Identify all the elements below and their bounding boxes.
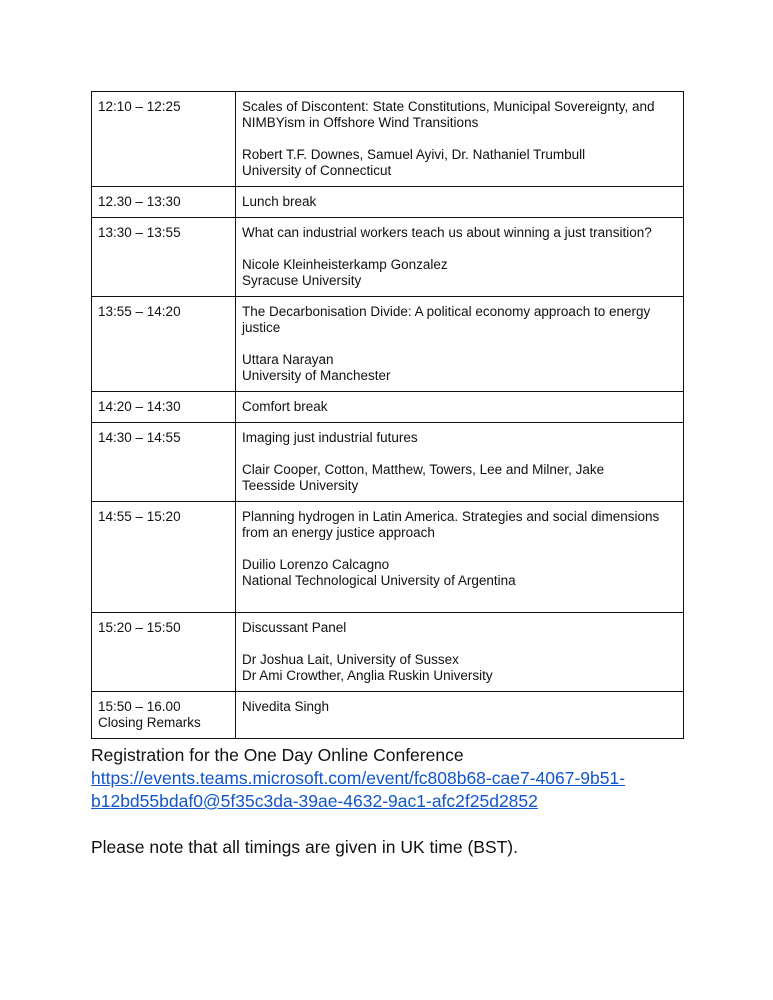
registration-heading: Registration for the One Day Online Conference [91,745,464,765]
session-affiliation: Teesside University [242,478,359,493]
schedule-time-cell [92,92,236,187]
session-title: Imaging just industrial futures [242,430,418,445]
session-time: 14:20 – 14:30 [98,399,181,414]
session-affiliation: Syracuse University [242,273,362,288]
schedule-row [92,502,684,613]
session-time: 15:20 – 15:50 [98,620,181,635]
cell-spacer [242,589,677,605]
schedule-content-cell [236,392,684,423]
session-time: 12.30 – 13:30 [98,194,181,209]
schedule-time-cell [92,218,236,297]
registration-section [91,744,731,859]
schedule-content-cell [236,297,684,392]
schedule-row [92,297,684,392]
cell-spacer [242,541,677,557]
registration-link-line-2: b12bd55bdaf0@5f35c3da-39ae-4632-9ac1-afc2f25d2852 [91,791,538,811]
schedule-row [92,92,684,187]
schedule-content-cell [236,92,684,187]
session-title: What can industrial workers teach us about winning a just transition? [242,225,652,240]
schedule-time-cell [92,423,236,502]
session-time: 13:55 – 14:20 [98,304,181,319]
session-title: NIMBYism in Offshore Wind Transitions [242,115,479,130]
schedule-content-cell [236,218,684,297]
session-time: 12:10 – 12:25 [98,99,181,114]
session-title: Planning hydrogen in Latin America. Strategies and social dimensions [242,509,660,524]
schedule-time-cell [92,692,236,739]
session-presenters: Uttara Narayan [242,352,334,367]
session-presenters: Robert T.F. Downes, Samuel Ayivi, Dr. Nathaniel Trumbull [242,147,586,162]
registration-link[interactable] [91,767,731,813]
session-title: Nivedita Singh [242,699,330,714]
schedule-content-cell [236,423,684,502]
schedule-row [92,692,684,739]
cell-spacer [242,241,677,257]
timezone-note: Please note that all timings are given in UK time (BST). [91,837,518,857]
schedule-time-cell [92,502,236,613]
session-affiliation: University of Manchester [242,368,391,383]
schedule-row [92,392,684,423]
session-title: from an energy justice approach [242,525,435,540]
cell-spacer [242,636,677,652]
session-presenters: Dr Joshua Lait, University of Sussex [242,652,459,667]
schedule-content-cell [236,613,684,692]
schedule-content-cell [236,502,684,613]
session-time: 14:55 – 15:20 [98,509,181,524]
schedule-row [92,613,684,692]
schedule-time-cell [92,187,236,218]
schedule-content-cell [236,692,684,739]
session-title: Lunch break [242,194,317,209]
schedule-row [92,187,684,218]
session-presenters: Nicole Kleinheisterkamp Gonzalez [242,257,448,272]
cell-spacer [242,446,677,462]
session-time: 13:30 – 13:55 [98,225,181,240]
session-affiliation: National Technological University of Argentina [242,573,516,588]
registration-link-line-1: https://events.teams.microsoft.com/event/fc808b68-cae7-4067-9b51- [91,768,626,788]
schedule-time-cell [92,392,236,423]
session-time: 15:50 – 16.00 [98,699,181,714]
schedule-row [92,218,684,297]
session-label: Closing Remarks [98,715,201,730]
schedule-content-cell [236,187,684,218]
schedule-table [91,91,684,739]
session-affiliation: University of Connecticut [242,163,392,178]
session-time: 14:30 – 14:55 [98,430,181,445]
schedule-time-cell [92,613,236,692]
session-title: The Decarbonisation Divide: A political economy approach to energy [242,304,651,319]
session-presenters: Clair Cooper, Cotton, Matthew, Towers, Lee and Milner, Jake [242,462,605,477]
session-title: Discussant Panel [242,620,347,635]
session-affiliation: Dr Ami Crowther, Anglia Ruskin University [242,668,493,683]
cell-spacer [242,336,677,352]
schedule-row [92,423,684,502]
cell-spacer [242,131,677,147]
session-title: Scales of Discontent: State Constitutions, Municipal Sovereignty, and [242,99,655,114]
session-presenters: Duilio Lorenzo Calcagno [242,557,390,572]
schedule-table-body [92,92,684,739]
schedule-time-cell [92,297,236,392]
session-title: justice [242,320,281,335]
session-title: Comfort break [242,399,328,414]
